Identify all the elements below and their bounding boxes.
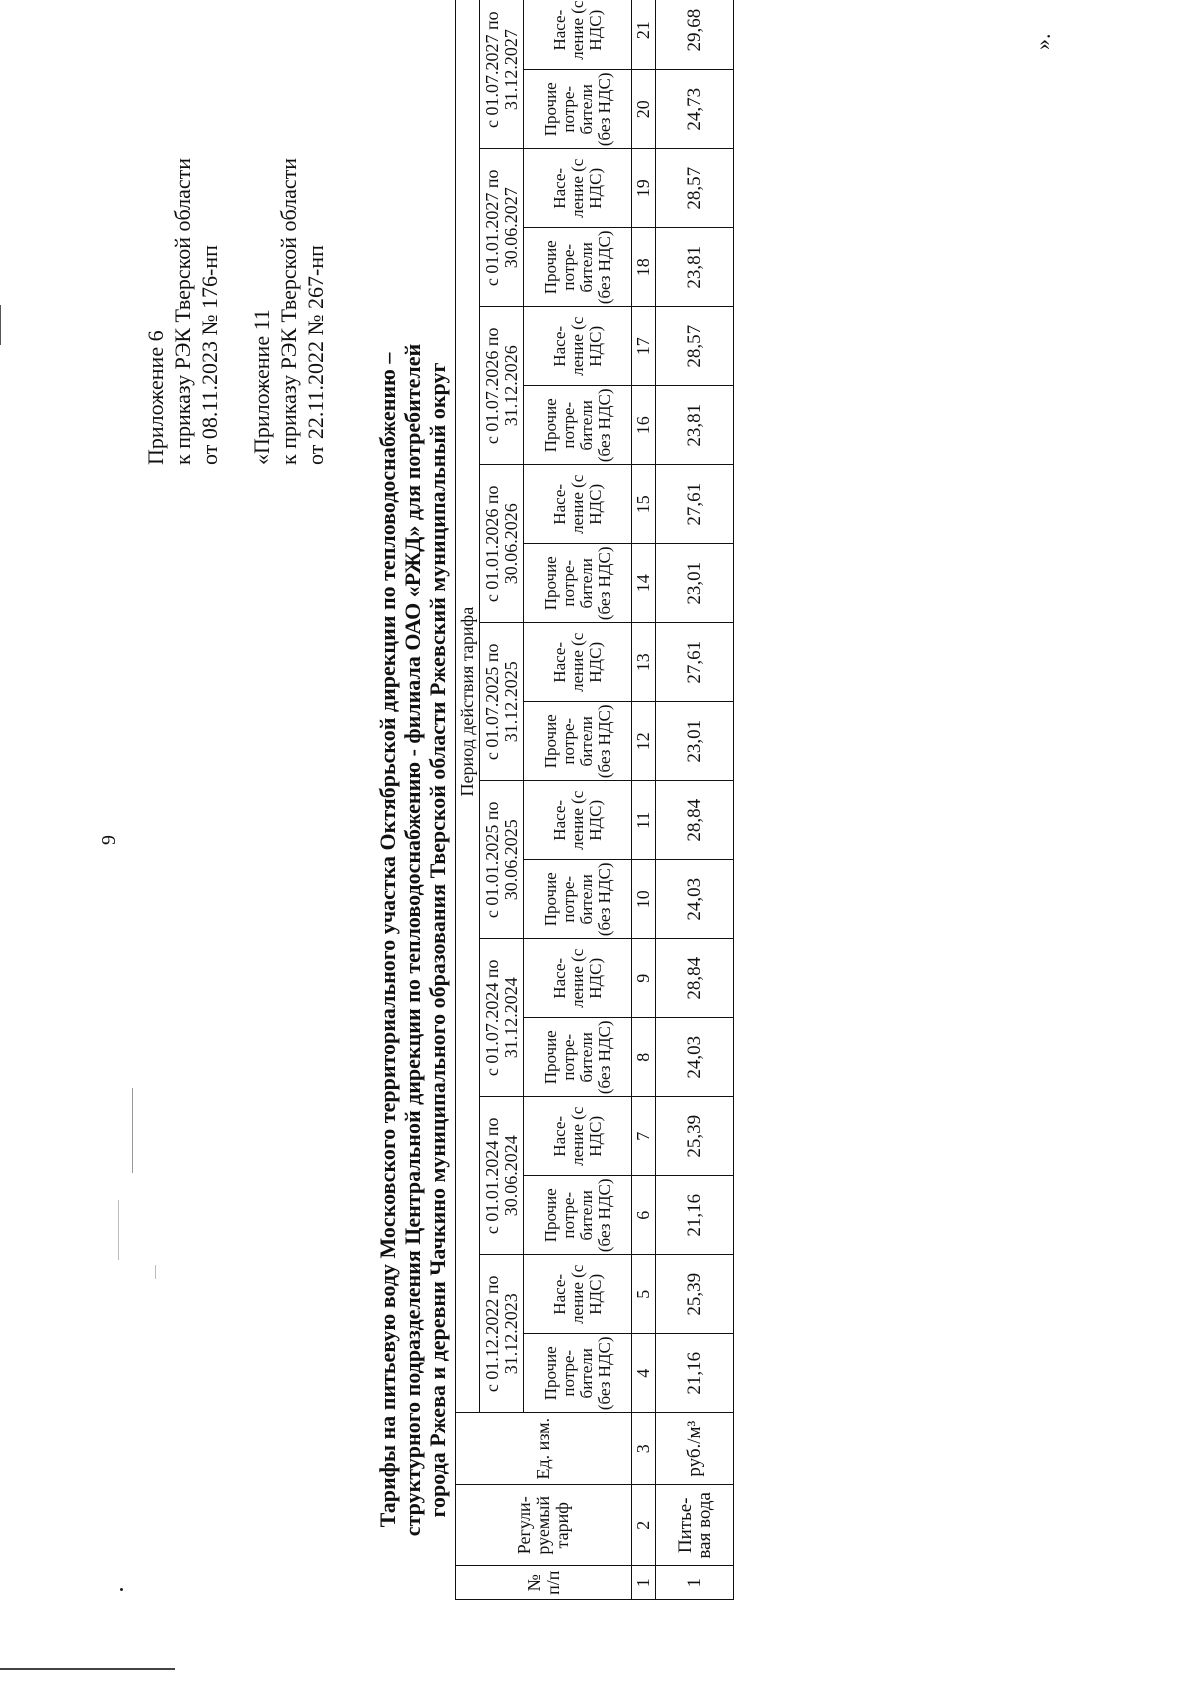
- column-number: 12: [632, 702, 656, 781]
- header-unit: Ед. изм.: [456, 1413, 632, 1485]
- column-number: 17: [632, 307, 656, 386]
- category-other: Прочие потре-бители (без НДС): [524, 1334, 632, 1413]
- column-number: 2: [632, 1485, 656, 1566]
- row-tariff: Питье-вая вода: [656, 1485, 734, 1566]
- annex-previous-line2: к приказу РЭК Тверской области: [276, 157, 301, 465]
- page-number: 9: [98, 835, 120, 845]
- category-other: Прочие потре-бители (без НДС): [524, 702, 632, 781]
- column-number: 8: [632, 1018, 656, 1097]
- scan-edge-mark: [0, 1668, 175, 1670]
- tariff-value: 21,16: [656, 1334, 734, 1413]
- tariff-table: [455, 0, 734, 1600]
- header-tariff: Регули-руемый тариф: [456, 1485, 632, 1566]
- category-other: Прочие потре-бители (без НДС): [524, 1018, 632, 1097]
- tariff-value: 25,39: [656, 1255, 734, 1334]
- column-number: 10: [632, 860, 656, 939]
- period-range: с 01.07.2027 по 31.12.2027: [480, 0, 524, 149]
- category-population: Насе-ление (с НДС): [524, 465, 632, 544]
- column-number: 9: [632, 939, 656, 1018]
- tariff-value: 23,01: [656, 702, 734, 781]
- period-range: с 01.01.2026 по 30.06.2026: [480, 465, 524, 623]
- category-other: Прочие потре-бители (без НДС): [524, 1176, 632, 1255]
- annex-current: [142, 5, 223, 465]
- category-population: Насе-ление (с НДС): [524, 781, 632, 860]
- category-population: Насе-ление (с НДС): [524, 307, 632, 386]
- column-number: 18: [632, 228, 656, 307]
- tariff-value: 23,81: [656, 228, 734, 307]
- tariff-value: 28,84: [656, 781, 734, 860]
- tariff-value: 27,61: [656, 623, 734, 702]
- category-population: Насе-ление (с НДС): [524, 1097, 632, 1176]
- period-range: с 01.01.2024 по 30.06.2024: [480, 1097, 524, 1255]
- row-unit: руб./м³: [656, 1413, 734, 1485]
- annex-current-line2: к приказу РЭК Тверской области: [170, 157, 195, 465]
- period-range: с 01.01.2027 по 30.06.2027: [480, 149, 524, 307]
- column-number: 5: [632, 1255, 656, 1334]
- category-population: Насе-ление (с НДС): [524, 1255, 632, 1334]
- annex-previous-line1: «Приложение 11: [249, 309, 274, 465]
- annex-current-line1: Приложение 6: [143, 330, 168, 465]
- period-range: с 01.12.2022 по 31.12.2023: [480, 1255, 524, 1413]
- column-number: 20: [632, 70, 656, 149]
- document-page: [10, 0, 1145, 1650]
- document-title: [375, 325, 450, 1555]
- category-population: Насе-ление (с НДС): [524, 623, 632, 702]
- column-number: 16: [632, 386, 656, 465]
- column-number: 3: [632, 1413, 656, 1485]
- column-number: 7: [632, 1097, 656, 1176]
- category-population: Насе-ление (с НДС): [524, 149, 632, 228]
- category-other: Прочие потре-бители (без НДС): [524, 70, 632, 149]
- column-number: 6: [632, 1176, 656, 1255]
- title-line1: Тарифы на питьевую воду Московского территориального участка Октябрьской дирекции по тепловодоснабжению –: [375, 352, 400, 1528]
- tariff-value: 25,39: [656, 1097, 734, 1176]
- period-range: с 01.01.2025 по 30.06.2025: [480, 781, 524, 939]
- tariff-value: 29,68: [656, 0, 734, 70]
- header-num: № п/п: [456, 1566, 632, 1600]
- column-number: 19: [632, 149, 656, 228]
- tariff-value: 23,81: [656, 386, 734, 465]
- column-number: 13: [632, 623, 656, 702]
- category-population: Насе-ление (с НДС): [524, 939, 632, 1018]
- category-other: Прочие потре-бители (без НДС): [524, 544, 632, 623]
- tariff-value: 23,01: [656, 544, 734, 623]
- annex-previous: [248, 5, 329, 465]
- tariff-value: 28,57: [656, 149, 734, 228]
- title-line3: города Ржева и деревни Чачкино муниципального образования Тверской области Ржевский муниципальный округ: [425, 362, 450, 1518]
- column-number: 14: [632, 544, 656, 623]
- category-other: Прочие потре-бители (без НДС): [524, 386, 632, 465]
- category-other: Прочие потре-бители (без НДС): [524, 228, 632, 307]
- annex-previous-line3: от 22.11.2022 № 267-нп: [303, 245, 328, 465]
- annex-current-line3: от 08.11.2023 № 176-нп: [197, 245, 222, 465]
- header-period: Период действия тарифа: [456, 0, 480, 1413]
- column-number: 1: [632, 1566, 656, 1600]
- tariff-value: 28,57: [656, 307, 734, 386]
- category-other: Прочие потре-бители (без НДС): [524, 860, 632, 939]
- closing-mark: ».: [1030, 33, 1055, 50]
- scan-edge-mark: [0, 305, 1, 345]
- tariff-value: 24,03: [656, 860, 734, 939]
- tariff-value: 28,84: [656, 939, 734, 1018]
- tariff-value: 21,16: [656, 1176, 734, 1255]
- column-number: 11: [632, 781, 656, 860]
- tariff-value: 27,61: [656, 465, 734, 544]
- period-range: с 01.07.2025 по 31.12.2025: [480, 623, 524, 781]
- column-number: 15: [632, 465, 656, 544]
- column-number: 4: [632, 1334, 656, 1413]
- tariff-value: 24,03: [656, 1018, 734, 1097]
- title-line2: структурного подразделения Центральной дирекции по тепловодоснабжению - филиала ОАО «РЖД» для потребителей: [400, 343, 425, 1537]
- tariff-value: 24,73: [656, 70, 734, 149]
- row-num: 1: [656, 1566, 734, 1600]
- period-range: с 01.07.2024 по 31.12.2024: [480, 939, 524, 1097]
- category-population: Насе-ление (с НДС): [524, 0, 632, 70]
- column-number: 21: [632, 0, 656, 70]
- period-range: с 01.07.2026 по 31.12.2026: [480, 307, 524, 465]
